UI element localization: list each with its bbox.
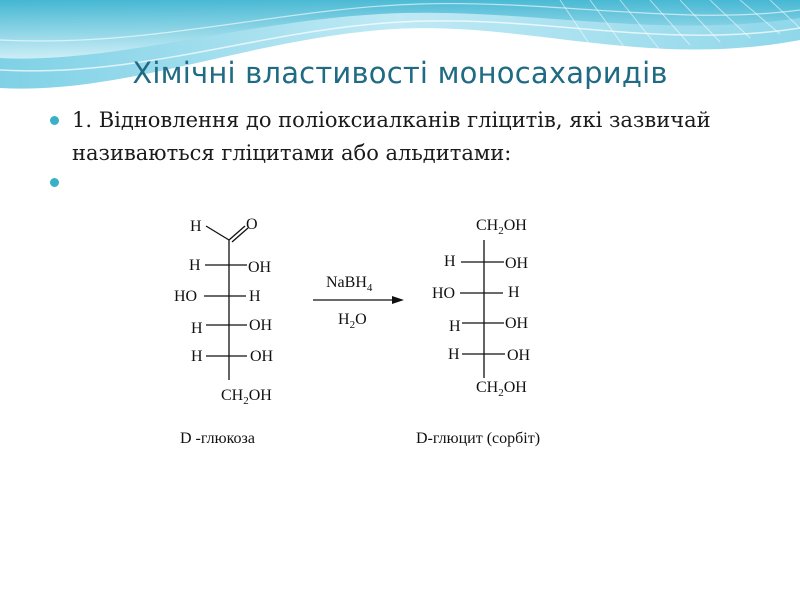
- sorbitol-structure: [416, 217, 540, 447]
- sorbitol-caption: D-глюцит (сорбіт): [416, 430, 541, 447]
- sorbitol-top-group: $CH_2OH$: [476, 217, 527, 237]
- sorbitol-row-1-left: H: [444, 253, 456, 270]
- aldehyde-bond-h: [206, 226, 229, 240]
- reagent-water: $H_2O$: [338, 311, 367, 331]
- sorbitol-row-3-right: OH: [505, 315, 529, 332]
- reagent-nabh4: NaBH$_4$: [326, 274, 373, 294]
- glucose-caption: D -глюкоза: [180, 430, 255, 447]
- glucose-row-2-right: H: [249, 288, 261, 305]
- sorbitol-bottom-group: $CH_2OH$: [476, 379, 527, 399]
- glucose-row-3-left: H: [191, 320, 203, 337]
- sorbitol-row-2-right: H: [508, 284, 520, 301]
- slide-title: Хімічні властивості моносахаридів: [132, 56, 668, 90]
- glucose-row-3-right: OH: [249, 317, 273, 334]
- reaction-arrow-group: [313, 274, 404, 331]
- sorbitol-row-4-right: OH: [507, 347, 531, 364]
- glucose-structure: [174, 216, 274, 447]
- glucose-bottom-group: $CH_2OH$: [221, 387, 272, 407]
- sorbitol-row-2-left: HO: [432, 285, 456, 302]
- sorbitol-row-3-left: H: [449, 318, 461, 335]
- glucose-aldehyde-o: O: [246, 216, 258, 233]
- glucose-row-4-right: OH: [250, 348, 274, 365]
- glucose-aldehyde-h: H: [190, 218, 202, 235]
- glucose-row-2-left: HO: [174, 288, 198, 305]
- arrow-head-icon: [392, 296, 404, 304]
- glucose-row-1-left: H: [189, 257, 201, 274]
- glucose-row-1-right: OH: [248, 259, 272, 276]
- glucose-row-4-left: H: [191, 348, 203, 365]
- sorbitol-row-1-right: OH: [505, 255, 529, 272]
- sorbitol-row-4-left: H: [448, 346, 460, 363]
- bullet-text: 1. Відновлення до поліоксиалканів гліцитів, які зазвичай називаються гліцитами або альдитами:: [72, 108, 711, 165]
